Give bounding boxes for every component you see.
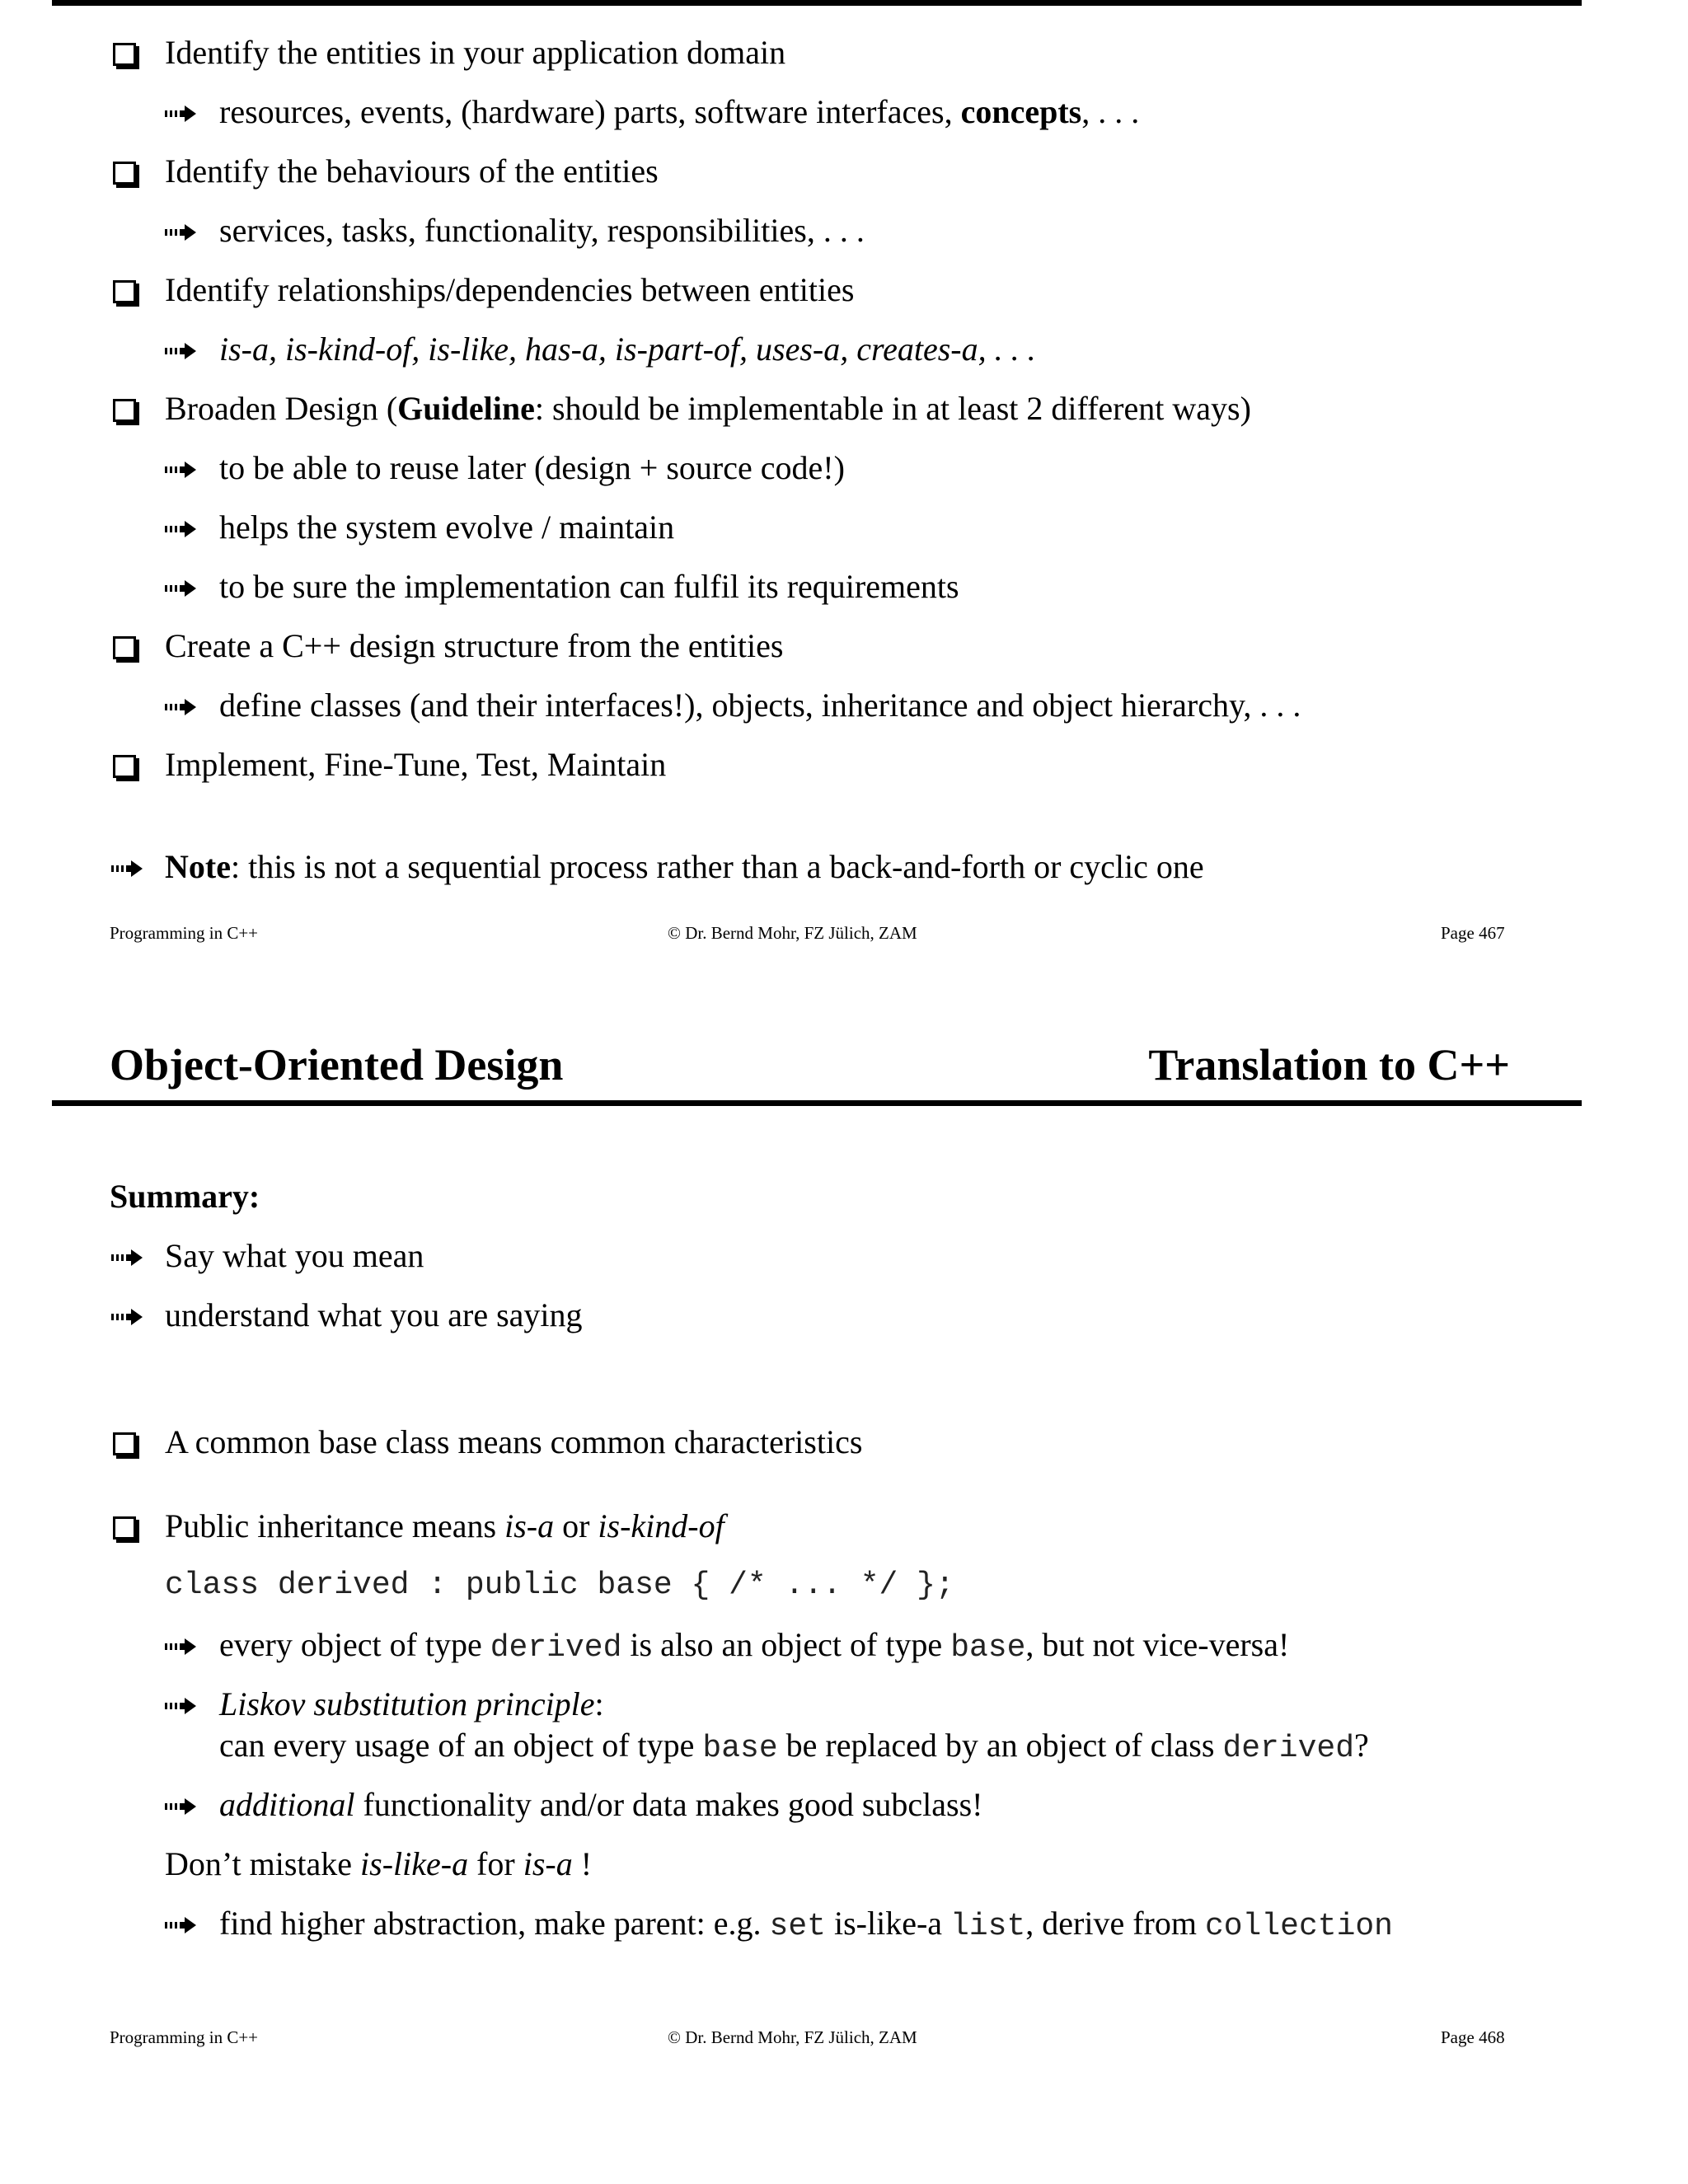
footer-course: Programming in C++ [110,923,259,943]
arrow-bullet-icon [165,1696,198,1716]
list-subitem: every object of type derived is also an object of type base, but not vice-versa! [219,1626,1290,1666]
list-item: Identify relationships/dependencies between entities [165,271,855,308]
checkbox-bullet-icon [113,43,136,66]
arrow-bullet-icon [165,697,198,717]
arrow-bullet-icon [165,341,198,361]
summary-item: Say what you mean [165,1237,424,1274]
list-subitem: services, tasks, functionality, responsibilities, . . . [219,212,865,249]
checkbox-bullet-icon [113,162,136,185]
arrow-bullet-icon [165,579,198,598]
list-item: Implement, Fine-Tune, Test, Maintain [165,746,667,783]
list-item: Identify the entities in your application domain [165,34,786,71]
checkbox-bullet-icon [113,1516,136,1540]
arrow-bullet-icon [165,104,198,124]
summary-item: understand what you are saying [165,1296,583,1333]
list-item: Identify the behaviours of the entities [165,152,659,190]
arrow-bullet-icon [165,1797,198,1816]
page-title: Object-Oriented Design [110,1040,564,1090]
list-subitem: is-a, is-kind-of, is-like, has-a, is-part-of, uses-a, creates-a, . . . [219,330,1036,368]
note: Note: this is not a sequential process rather than a back-and-forth or cyclic one [165,848,1204,885]
page-top-rule [52,0,1582,6]
header-rule [52,1100,1582,1106]
liskov-title: Liskov substitution principle: [219,1685,604,1722]
checkbox-bullet-icon [113,399,136,422]
footer-page-number: Page 467 [1441,923,1505,943]
arrow-bullet-icon [165,1915,198,1935]
arrow-bullet-icon [165,460,198,480]
list-item: Create a C++ design structure from the entities [165,627,784,664]
arrow-bullet-icon [111,1248,144,1268]
checkbox-bullet-icon [113,755,136,778]
list-subitem: resources, events, (hardware) parts, software interfaces, concepts, . . . [219,93,1140,130]
list-item: A common base class means common characteristics [165,1423,863,1460]
checkbox-bullet-icon [113,1432,136,1455]
checkbox-bullet-icon [113,636,136,659]
arrow-bullet-icon [165,519,198,539]
list-subitem: to be able to reuse later (design + source code!) [219,449,845,486]
list-subitem: find higher abstraction, make parent: e.g. set is-like-a list, derive from collection [219,1905,1393,1944]
arrow-bullet-icon [111,859,144,879]
arrow-bullet-icon [165,223,198,242]
footer-course: Programming in C++ [110,2027,259,2047]
summary-heading: Summary: [110,1178,260,1215]
footer-author: © Dr. Bernd Mohr, FZ Jülich, ZAM [668,923,917,943]
liskov-question: can every usage of an object of type base be replaced by an object of class derived? [219,1727,1369,1766]
dont-mistake-line: Don’t mistake is-like-a for is-a ! [165,1845,593,1882]
list-subitem: additional functionality and/or data makes good subclass! [219,1786,983,1823]
arrow-bullet-icon [165,1637,198,1657]
page-subtitle: Translation to C++ [1148,1040,1510,1090]
list-item: Broaden Design (Guideline: should be implementable in at least 2 different ways) [165,390,1251,427]
code-example: class derived : public base { /* ... */ }; [165,1568,954,1603]
footer-page-number: Page 468 [1441,2027,1505,2047]
list-subitem: helps the system evolve / maintain [219,509,675,546]
footer-author: © Dr. Bernd Mohr, FZ Jülich, ZAM [668,2027,917,2047]
list-subitem: define classes (and their interfaces!), objects, inheritance and object hierarchy, . . . [219,687,1301,724]
list-item: Public inheritance means is-a or is-kind-of [165,1507,724,1544]
arrow-bullet-icon [111,1307,144,1327]
checkbox-bullet-icon [113,280,136,303]
list-subitem: to be sure the implementation can fulfil its requirements [219,568,959,605]
